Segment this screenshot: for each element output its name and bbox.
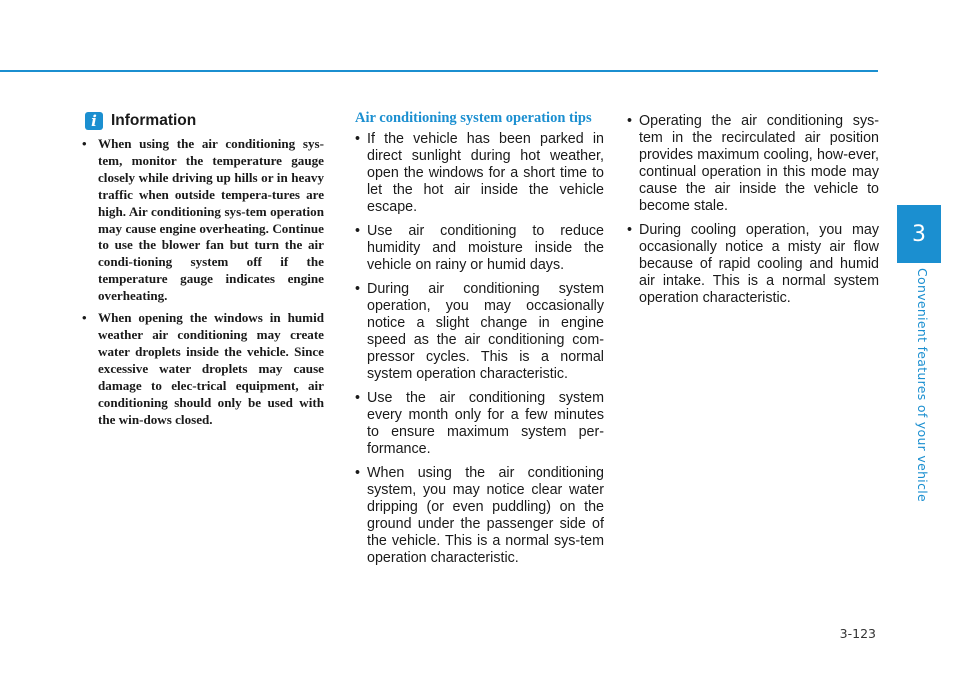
tips-list-continued <box>627 113 879 308</box>
information-title: Information <box>111 112 197 129</box>
tips-column-left <box>355 110 604 574</box>
tip-item: • Operating the air conditioning sys-tem in the recirculated air position provides maximum cooling, how-ever, continual operation in this mode may cause the air inside the vehicle to become stale. <box>627 113 879 216</box>
information-bullet: • When opening the windows in humid weather air conditioning may create water droplets inside the vehicle. Since excessive water droplets may cause damage to elec-trical equipment, air conditioning should only be used with the win-dows closed. <box>80 310 324 428</box>
tip-item: • During air conditioning system operation, you may occasionally notice a slight change in engine speed as the air conditioning com-pressor cycles. This is a normal system operation characteristic. <box>355 281 604 384</box>
information-box <box>80 112 324 433</box>
information-header <box>85 112 324 130</box>
info-icon: i <box>85 112 103 130</box>
header-rule <box>0 70 878 72</box>
tips-list <box>355 131 604 567</box>
tip-item: • During cooling operation, you may occasionally notice a misty air flow because of rapid cooling and humid air intake. This is a normal system operation characteristic. <box>627 222 879 307</box>
tip-item: • If the vehicle has been parked in direct sunlight during hot weather, open the windows for a short time to let the hot air inside the vehicle escape. <box>355 131 604 216</box>
page-number: 3-123 <box>839 626 876 641</box>
tip-item: • When using the air conditioning system, you may notice clear water dripping (or even puddling) on the ground under the passenger side of the vehicle. This is a normal sys-tem operation characteristic. <box>355 465 604 568</box>
information-bullet: • When using the air conditioning sys-tem, monitor the temperature gauge closely while driving up hills or in heavy traffic when outside tempera-tures are high. Air conditioning sys-tem operation may cause engine overheating. Continue to use the blower fan but turn the air condi-tioning system off if the temperature gauge indicates engine overheating. <box>80 136 324 305</box>
section-heading: Air conditioning system operation tips <box>355 110 592 126</box>
chapter-title: Convenient features of your vehicle <box>915 268 930 503</box>
tip-item: • Use the air conditioning system every month only for a few minutes to ensure maximum system per-formance. <box>355 390 604 458</box>
chapter-tab[interactable]: 3 <box>897 205 941 263</box>
tip-item: • Use air conditioning to reduce humidity and moisture inside the vehicle on rainy or humid days. <box>355 223 604 274</box>
information-list <box>80 136 324 428</box>
tips-column-right <box>627 113 879 314</box>
